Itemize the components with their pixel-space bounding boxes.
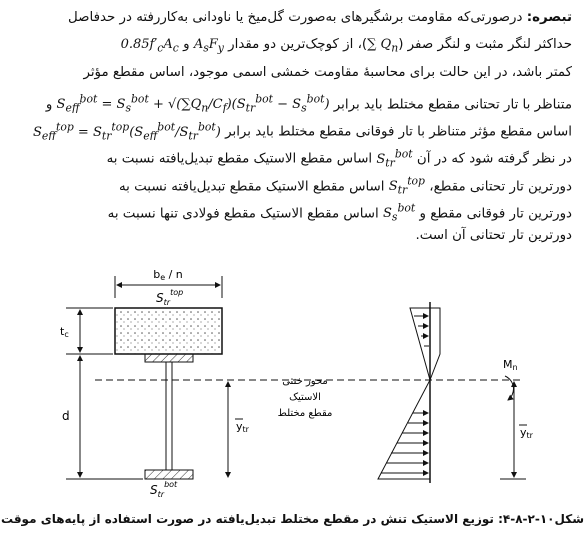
note-line-8: دورترین تار فوقانی مقطع و $S_s^{bot}$ اساس مقطع الاستیک مقطع فولادی تنها نسبت به <box>107 202 572 223</box>
web <box>166 362 172 470</box>
note-line-9: دورترین تار تحتانی آن است. <box>415 228 572 244</box>
tc-label: tc <box>60 325 69 339</box>
axis-label-1: محور خنثی <box>282 376 328 387</box>
compression-triangle-1 <box>410 308 430 380</box>
width-label: be / n <box>153 268 183 282</box>
note-line-5: اساس مقطع مؤثر متناظر با تار فوقانی مقطع مختلط باید برابر $S_{eff}^{top} = S_{tr}^{top}(S_{eff}^{bot}/S_{tr}^{bot})$ <box>32 120 572 141</box>
ytr-label-left: ytr <box>236 420 249 434</box>
note-line-3: کمتر باشد، در این حالت برای محاسبهٔ مقاومت خمشی اسمی موجود، اساس مقطع مؤثر <box>83 64 572 80</box>
note-line-6: در نظر گرفته شود که در آن $S_{tr}^{bot}$ اساس مقطع الاستیک مقطع تبدیل‌یافته نسبت به <box>106 147 572 168</box>
note-line-2: حداکثر لنگر مثبت و لنگر صفر (∑ $Q_n)،$ از کوچک‌ترین دو مقدار $A_sF_y$ و $0.85f'_cA_c$ <box>120 37 572 55</box>
note-line-7: دورترین تار تحتانی مقطع، $S_{tr}^{top}$ اساس مقطع الاستیک مقطع تبدیل‌یافته نسبت به <box>118 174 572 196</box>
stress-arrows <box>381 316 429 473</box>
mn-label: Mn <box>503 358 518 372</box>
s-bot-label: $S_{tr}^{bot}$ <box>150 480 178 499</box>
note-line-1: تبصره: درصورتی‌که مقاومت برشگیرهای به‌صورت گل‌میخ یا ناودانی به‌کاررفته در حدفاصل <box>67 10 572 25</box>
tension-triangle <box>378 380 430 479</box>
s-top-label: $S_{tr}^{top}$ <box>156 288 184 307</box>
ytr-label-right: ytr <box>520 426 533 440</box>
bottom-flange <box>145 470 193 479</box>
concrete-slab <box>115 308 222 354</box>
d-label: d <box>62 409 70 423</box>
figure-caption: شکل۱۰-۲-۸-۴: توزیع الاستیک تنش در مقطع مختلط تبدیل‌یافته در صورت استفاده از پایه‌های موقت <box>1 512 584 526</box>
compression-triangle-2 <box>430 308 440 380</box>
axis-label-3: مقطع مختلط <box>277 408 333 419</box>
note-paragraph <box>14 4 572 250</box>
axis-label-2: الاستیک <box>289 392 321 403</box>
top-flange <box>145 354 193 362</box>
composite-section-figure <box>0 268 585 513</box>
note-label: تبصره: <box>526 10 572 25</box>
note-line-4: متناظر با تار تحتانی مقطع مختلط باید برابر $S_{eff}^{bot} = S_s^{bot} + √(\sum Q_n/C_f)(S_{tr}^{bot} - S_s^{bot})$ و <box>45 92 572 114</box>
figure-svg <box>0 268 585 513</box>
